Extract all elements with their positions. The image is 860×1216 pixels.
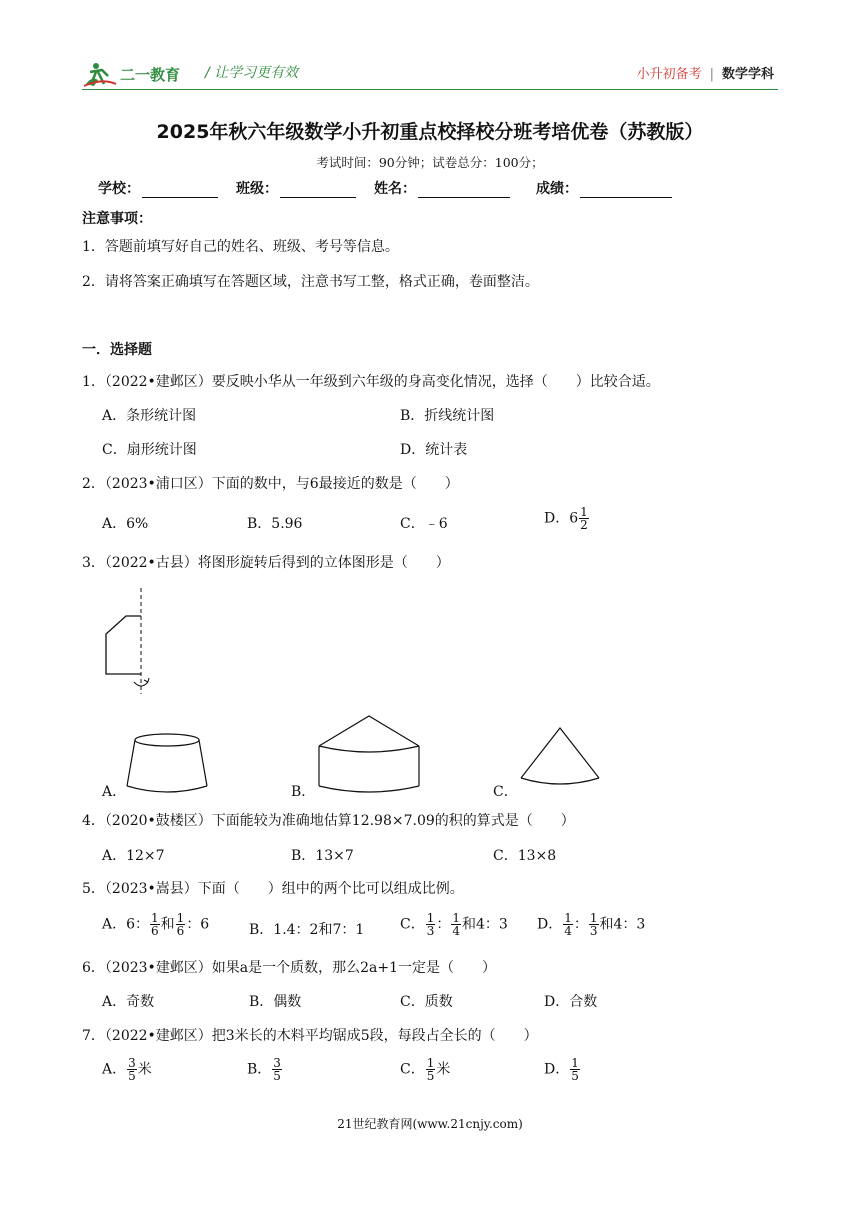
header-divider xyxy=(82,89,778,90)
school-blank[interactable] xyxy=(142,183,218,198)
option-c[interactable]: C． xyxy=(493,784,518,800)
fraction: $\frac{1}{6}$ xyxy=(151,911,159,938)
fraction: $\frac{1}{2}$ xyxy=(580,505,588,532)
cone-cylinder-shape[interactable] xyxy=(314,714,424,800)
option-c[interactable]: C．扇形统计图 xyxy=(102,442,197,458)
note-item: 1．答题前填写好自己的姓名、班级、考号等信息。 xyxy=(82,239,399,255)
option-a[interactable]: A．12×7 xyxy=(102,848,165,864)
class-field[interactable] xyxy=(236,178,356,198)
option-d[interactable]: D． $\frac{1}{4}$ ： $\frac{1}{3}$ 和4：3 xyxy=(537,911,646,938)
option-a[interactable]: A． xyxy=(102,784,127,800)
page-title: 2025年秋六年级数学小升初重点校择校分班考培优卷（苏教版） xyxy=(156,121,704,143)
fraction: $\frac{1}{5}$ xyxy=(571,1056,579,1083)
question-stem: 1．（2022•建邺区）要反映小华从一年级到六年级的身高变化情况，选择（ ）比较合适。 xyxy=(82,374,660,390)
logo-text: 二一教育 xyxy=(120,66,181,84)
rotation-figure xyxy=(100,586,160,700)
option-d[interactable]: D． $\frac{1}{5}$ xyxy=(544,1056,579,1083)
question-stem: 7．（2022•建邺区）把3米长的木料平均锯成5段，每段占全长的（ ） xyxy=(82,1028,538,1044)
exam-info: 考试时间：90分钟；试卷总分：100分； xyxy=(316,155,544,170)
header-subject-label: 数学学科 xyxy=(721,67,774,82)
option-c[interactable]: C．﹣6 xyxy=(400,516,448,532)
option-a[interactable]: A． $\frac{3}{5}$ 米 xyxy=(102,1056,152,1083)
option-d[interactable] xyxy=(544,506,590,531)
option-b[interactable]: B．1.4：2和7：1 xyxy=(249,922,365,938)
option-c[interactable]: C．13×8 xyxy=(493,848,557,864)
option-d[interactable]: D．统计表 xyxy=(400,442,468,458)
student-info-fields xyxy=(98,178,690,198)
note-item: 2．请将答案正确填写在答题区域，注意书写工整，格式正确，卷面整洁。 xyxy=(82,274,539,290)
header-separator: | xyxy=(709,67,714,82)
page-footer: 21世纪教育网(www.21cnjy.com) xyxy=(337,1117,523,1131)
cone-shape[interactable] xyxy=(518,726,602,796)
fraction: $\frac{1}{3}$ xyxy=(589,911,598,938)
name-blank[interactable] xyxy=(418,183,510,198)
fraction: $\frac{1}{5}$ xyxy=(426,1056,435,1083)
header-category: 小升初备考 xyxy=(636,67,702,82)
fraction: $\frac{3}{5}$ xyxy=(273,1056,281,1083)
header-subject xyxy=(637,63,774,82)
option-a[interactable]: A．6% xyxy=(102,516,149,532)
option-c[interactable]: C．质数 xyxy=(400,994,453,1010)
score-label: 成绩： xyxy=(536,181,578,197)
question-stem: 5．（2023•嵩县）下面（ ）组中的两个比可以组成比例。 xyxy=(82,881,464,897)
option-a[interactable]: A．奇数 xyxy=(102,994,155,1010)
fraction: $\frac{1}{3}$ xyxy=(426,911,435,938)
score-blank[interactable] xyxy=(580,183,672,198)
school-field[interactable] xyxy=(98,178,218,198)
option-b[interactable]: B．偶数 xyxy=(249,994,302,1010)
question-stem: 6．（2023•建邺区）如果a是一个质数，那么2a+1一定是（ ） xyxy=(82,960,497,976)
slogan: / 让学习更有效 xyxy=(205,65,299,81)
option-b[interactable]: B．折线统计图 xyxy=(400,408,495,424)
class-blank[interactable] xyxy=(280,183,356,198)
option-b[interactable]: B． $\frac{3}{5}$ xyxy=(247,1056,281,1083)
option-a[interactable]: A．条形统计图 xyxy=(102,408,197,424)
option-d[interactable]: D．合数 xyxy=(544,994,598,1010)
frustum-shape[interactable] xyxy=(124,732,210,800)
section-heading: 一．选择题 xyxy=(82,342,152,358)
question-stem: 3．（2022•古县）将图形旋转后得到的立体图形是（ ） xyxy=(82,555,450,571)
notes-heading: 注意事项： xyxy=(82,211,152,227)
name-label: 姓名： xyxy=(374,181,416,197)
fraction: $\frac{3}{5}$ xyxy=(128,1056,136,1083)
option-d-label: D．6 xyxy=(544,510,579,527)
name-field[interactable] xyxy=(374,178,510,198)
brand-logo xyxy=(82,58,192,90)
score-field[interactable] xyxy=(536,178,672,198)
fraction: $\frac{1}{4}$ xyxy=(452,911,460,938)
option-c[interactable]: C． $\frac{1}{5}$ 米 xyxy=(400,1056,451,1083)
school-label: 学校： xyxy=(98,181,140,197)
fraction: $\frac{1}{6}$ xyxy=(176,911,185,938)
option-c[interactable]: C． $\frac{1}{3}$ ： $\frac{1}{4}$ 和4：3 xyxy=(400,911,508,938)
question-stem: 2．（2023•浦口区）下面的数中，与6最接近的数是（ ） xyxy=(82,476,459,492)
option-b[interactable]: B．5.96 xyxy=(247,516,303,532)
option-b[interactable]: B． xyxy=(291,784,316,800)
option-b[interactable]: B．13×7 xyxy=(291,848,354,864)
option-a[interactable]: A．6： $\frac{1}{6}$ 和 $\frac{1}{6}$ ：6 xyxy=(102,911,210,938)
class-label: 班级： xyxy=(236,181,278,197)
fraction: $\frac{1}{4}$ xyxy=(564,911,572,938)
question-stem: 4．（2020•鼓楼区）下面能较为准确地估算12.98×7.09的积的算式是（ ） xyxy=(82,813,575,829)
